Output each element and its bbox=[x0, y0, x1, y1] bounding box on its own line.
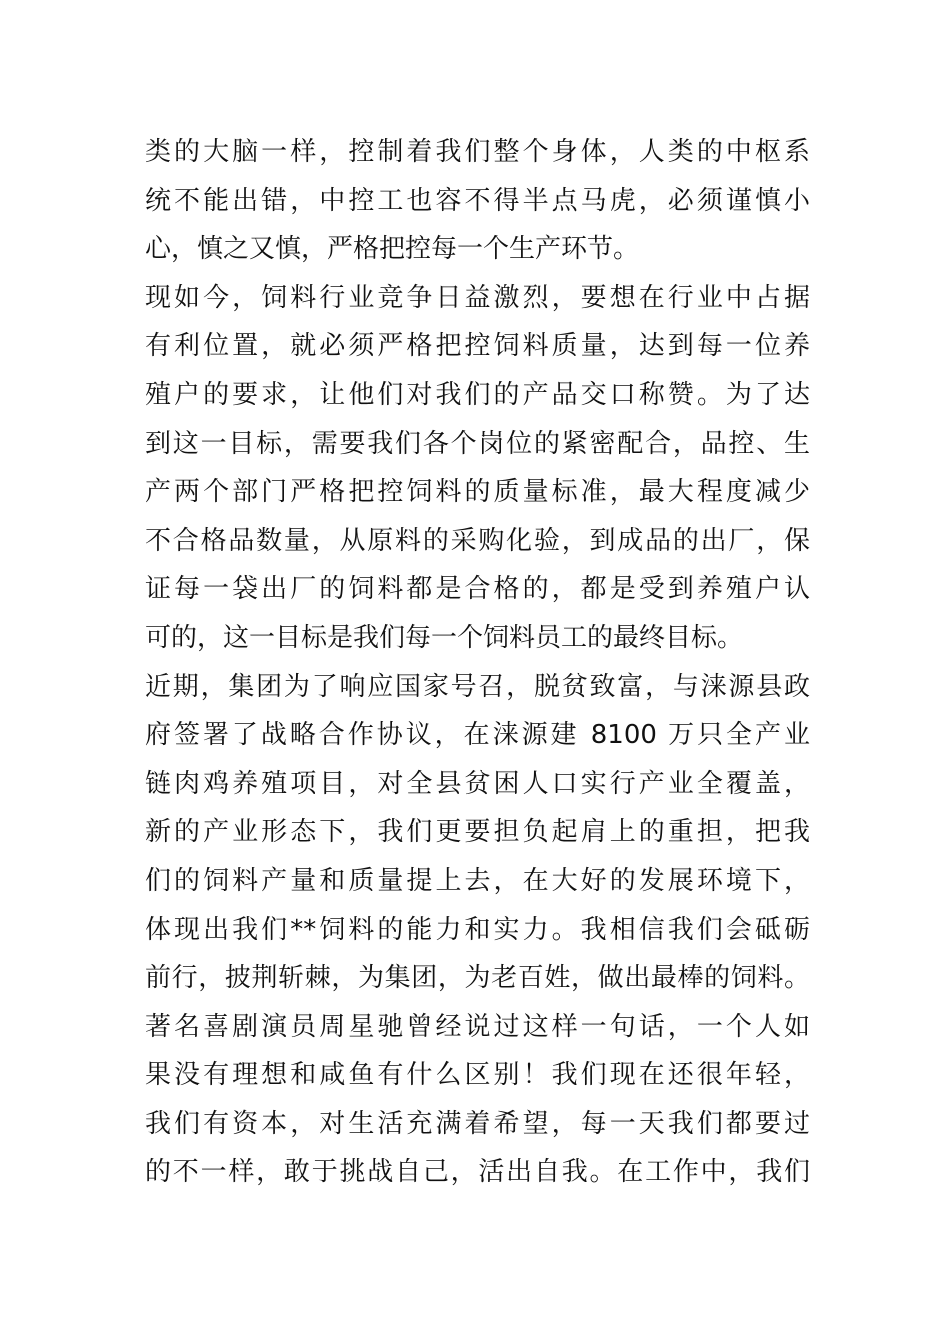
text-line: 到这一目标，需要我们各个岗位的紧密配合，品控、生 bbox=[145, 428, 810, 459]
text-line: 府签署了战略合作协议，在涞源建 8100 万只全产业 bbox=[145, 720, 810, 751]
text-line: 我们有资本，对生活充满着希望，每一天我们都要过 bbox=[145, 1108, 810, 1139]
text-line: 可的，这一目标是我们每一个饲料员工的最终目标。 bbox=[145, 622, 744, 653]
text-line: 殖户的要求，让他们对我们的产品交口称赞。为了达 bbox=[145, 379, 810, 410]
text-line: 统不能出错，中控工也容不得半点马虎，必须谨慎小 bbox=[145, 185, 810, 216]
text-line: 著名喜剧演员周星驰曾经说过这样一句话，一个人如 bbox=[145, 1011, 810, 1042]
text-line: 现如今，饲料行业竞争日益激烈，要想在行业中占据 bbox=[145, 282, 810, 313]
text-line: 证每一袋出厂的饲料都是合格的，都是受到养殖户认 bbox=[145, 574, 810, 605]
text-line: 新的产业形态下，我们更要担负起肩上的重担，把我 bbox=[145, 817, 810, 848]
text-line: 们的饲料产量和质量提上去，在大好的发展环境下， bbox=[145, 865, 810, 896]
text-line: 的不一样，敢于挑战自己，活出自我。在工作中，我们 bbox=[145, 1157, 810, 1188]
body-text bbox=[145, 128, 810, 1197]
text-line: 产两个部门严格把控饲料的质量标准，最大程度减少 bbox=[145, 477, 810, 508]
text-line: 果没有理想和咸鱼有什么区别！我们现在还很年轻， bbox=[145, 1060, 810, 1091]
text-line: 心，慎之又慎，严格把控每一个生产环节。 bbox=[145, 234, 640, 265]
text-line: 近期，集团为了响应国家号召，脱贫致富，与涞源县政 bbox=[145, 671, 810, 702]
text-line: 体现出我们**饲料的能力和实力。我相信我们会砥砺 bbox=[145, 914, 810, 945]
text-line: 链肉鸡养殖项目，对全县贫困人口实行产业全覆盖， bbox=[145, 768, 810, 799]
text-line: 前行，披荆斩棘，为集团，为老百姓，做出最棒的饲料。 bbox=[145, 963, 810, 994]
text-line: 不合格品数量，从原料的采购化验，到成品的出厂，保 bbox=[145, 525, 810, 556]
text-line: 有利位置，就必须严格把控饲料质量，达到每一位养 bbox=[145, 331, 810, 362]
text-line: 类的大脑一样，控制着我们整个身体，人类的中枢系 bbox=[145, 137, 810, 167]
